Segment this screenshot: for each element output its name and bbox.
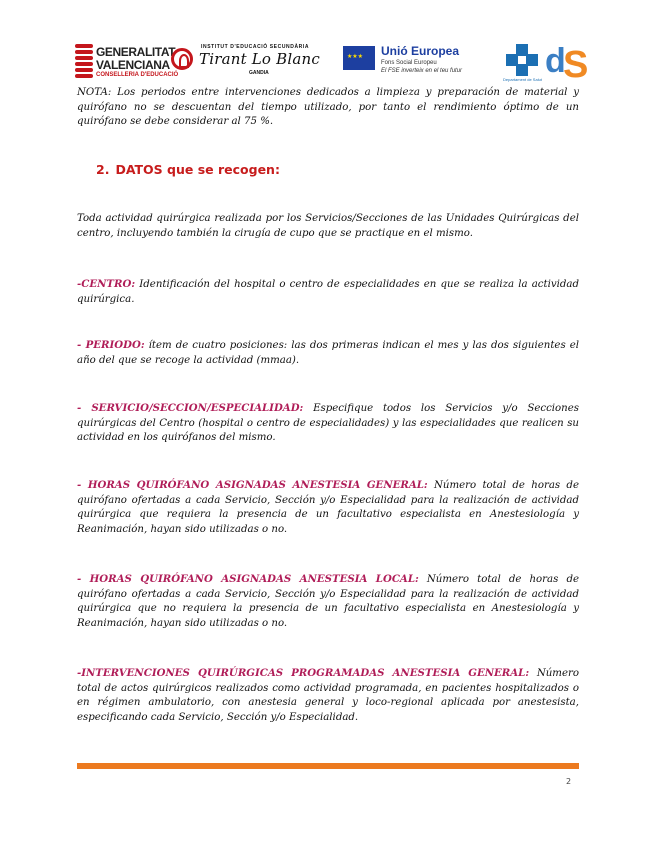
page-number: 2: [566, 777, 572, 786]
item-intervenciones: [77, 666, 579, 725]
item-text: Identificación del hospital o centro de especialidades en que se realiza la actividad quirúrgica.: [77, 279, 579, 305]
generalitat-mark-icon: [75, 44, 93, 78]
item-text: Número total de actos quirúrgicos realizados como actividad programada, en pacientes hospitalizados o en régimen ambulatorio, con anestesia general y loco-regional aplicada por anestesista, especificando cada Servicio, Sección y/o Especialidad.: [77, 668, 579, 723]
item-horas-local: [77, 572, 579, 631]
ds-logo-d: d: [545, 42, 566, 80]
item-text: Número total de horas de quirófano ofertadas a cada Servicio, Sección y/o Especialidad para la realización de actividad quirúrgica que no requiera la presencia de un facultativo especialista en Anestesiología y Reanimación, hayan sido utilizadas o no.: [77, 574, 579, 629]
ds-logo: [545, 40, 593, 84]
item-text: Número total de horas de quirófano ofertadas a cada Servicio, Sección y/o Especialidad para la realización de actividad quirúrgica que requiera la presencia de un facultativo especialista en Anestesiología y Reanimación, hayan sido utilizadas o no.: [77, 480, 579, 535]
item-label: - PERIODO:: [77, 339, 145, 351]
item-text: ítem de cuatro posiciones: las dos primeras indican el mes y las dos siguientes el año del que se recoge la actividad (mmaa).: [77, 340, 579, 366]
item-servicio: [77, 401, 579, 446]
generalitat-logo: [75, 42, 179, 82]
item-label: -INTERVENCIONES QUIRÚRGICAS PROGRAMADAS ANESTESIA GENERAL:: [77, 667, 530, 679]
intro-paragraph: Toda actividad quirúrgica realizada por los Servicios/Secciones de las Unidades Quirúrgicas del centro, incluyendo también la cirugía de cupo que se practique en el mismo.: [77, 213, 579, 239]
eu-fund: Fons Social Europeu: [381, 60, 437, 66]
item-label: - SERVICIO/SECCION/ESPECIALIDAD:: [77, 402, 304, 414]
generalitat-line2: VALENCIANA: [96, 58, 170, 72]
item-text: Especifique todos los Servicios y/o Secciones quirúrgicas del Centro (hospital o centro de especialidades) y las especialidades que realicen su actividad en los quirófanos del mismo.: [77, 403, 579, 444]
section-title: DATOS que se recogen:: [115, 162, 280, 177]
school-logo: [171, 44, 327, 82]
health-department-logo: [503, 42, 541, 82]
item-label: -CENTRO:: [77, 278, 136, 290]
school-name: Tirant Lo Blanc: [199, 50, 320, 68]
note-paragraph: NOTA: Los periodos entre intervenciones dedicados a limpieza y preparación de material y quirófano no se descuentan del tiempo utilizado, por tanto el rendimiento óptimo de un quirófano se debe considerar al 75 %.: [77, 87, 579, 128]
item-centro: [77, 277, 579, 307]
eu-slogan: El FSE inverteix en el teu futur: [381, 68, 463, 74]
eu-flag-icon: [343, 46, 375, 70]
header-logos: [75, 40, 595, 86]
section-heading: [96, 162, 280, 177]
section-number: 2.: [96, 162, 110, 177]
item-periodo: [77, 338, 579, 368]
item-horas-general: [77, 478, 579, 537]
ds-logo-s: S: [563, 44, 589, 86]
school-emblem-icon: [171, 48, 193, 70]
school-institute-label: INSTITUT D'EDUCACIÓ SECUNDÀRIA: [201, 44, 310, 50]
item-label: - HORAS QUIRÓFANO ASIGNADAS ANESTESIA LOCAL:: [77, 573, 419, 585]
generalitat-line1: GENERALITAT: [96, 45, 176, 59]
item-label: - HORAS QUIRÓFANO ASIGNADAS ANESTESIA GENERAL:: [77, 479, 428, 491]
health-department-label: Departament de Salut: [503, 77, 542, 82]
conselleria-label: CONSELLERIA D'EDUCACIÓ: [96, 72, 179, 78]
eu-logo: [343, 44, 491, 80]
eu-title: Unió Europea: [381, 44, 460, 58]
footer-rule: [77, 763, 579, 769]
school-town: GANDIA: [249, 70, 269, 76]
